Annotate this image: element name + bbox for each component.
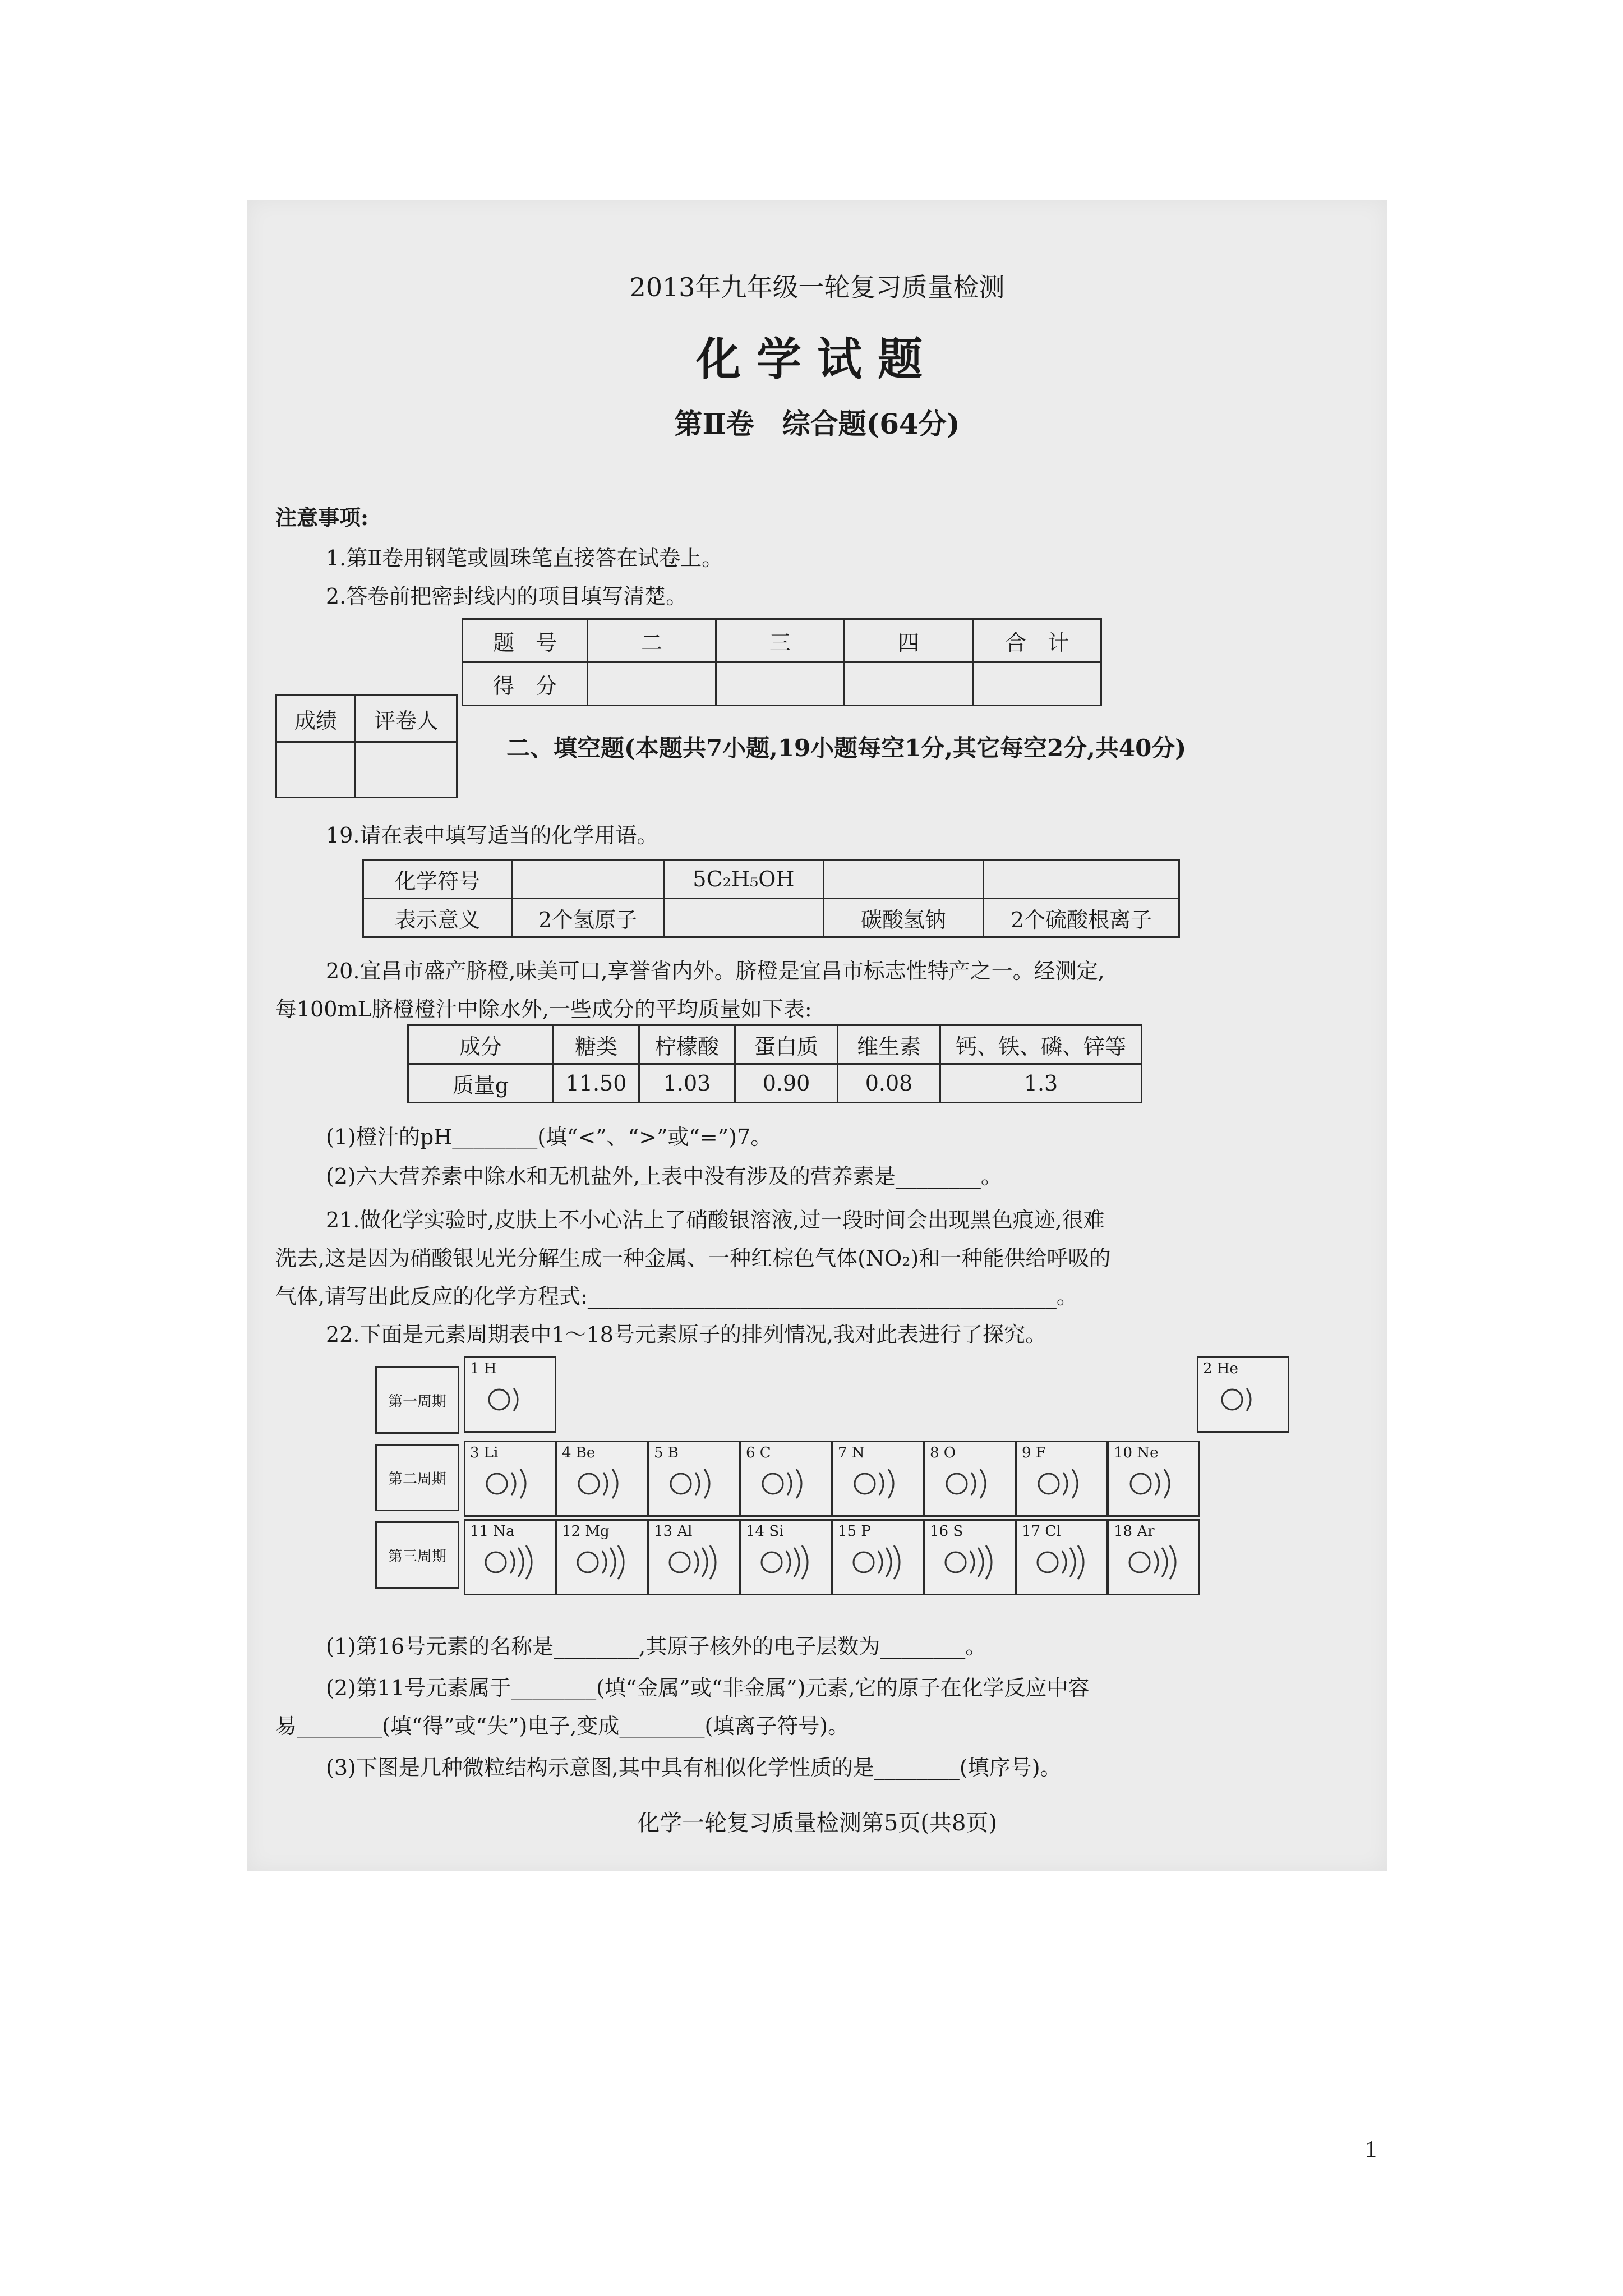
q20-header: 维生素: [838, 1025, 940, 1064]
q20-header: 成分: [408, 1025, 554, 1064]
score-header: 四: [845, 619, 973, 662]
q20-header: 糖类: [554, 1025, 639, 1064]
q19-cell: [824, 860, 984, 899]
exam-title: 化学试题: [696, 333, 938, 385]
element-symbol: 2 He: [1203, 1360, 1238, 1377]
q20-header: 钙、铁、磷、锌等: [940, 1025, 1142, 1064]
element-cell: [556, 1519, 648, 1595]
score-cell: [973, 662, 1101, 706]
question-22-sub2: (2)第11号元素属于________(填“金属”或“非金属”)元素,它的原子在化学反应中容: [326, 1676, 1090, 1700]
element-symbol: 5 B: [654, 1444, 679, 1461]
atom-structure-icon: [937, 1541, 1004, 1580]
grader-cell: [356, 742, 457, 798]
q20-table: [407, 1024, 1142, 1103]
atom-structure-icon: [845, 1462, 906, 1502]
element-symbol: 18 Ar: [1114, 1523, 1155, 1540]
atom-structure-icon: [1029, 1541, 1096, 1580]
grader-cell: [276, 742, 356, 798]
element-symbol: 17 Cl: [1022, 1523, 1061, 1540]
grader-label: 评卷人: [356, 696, 457, 742]
element-cell: [832, 1441, 924, 1517]
element-cell: [1108, 1441, 1200, 1517]
element-cell: [1016, 1519, 1108, 1595]
page-footer: 化学一轮复习质量检测第5页(共8页): [637, 1810, 998, 1836]
element-symbol: 3 Li: [470, 1444, 499, 1461]
q19-cell: 表示意义: [363, 899, 512, 937]
score-cell: [588, 662, 716, 706]
element-cell: [648, 1441, 740, 1517]
note-item: 1.第Ⅱ卷用钢笔或圆珠笔直接答在试卷上。: [326, 546, 723, 570]
grader-label: 成绩: [276, 696, 356, 742]
atom-structure-icon: [477, 1378, 538, 1418]
score-cell: [716, 662, 845, 706]
q19-cell: 5C₂H₅OH: [664, 860, 824, 899]
q19-cell: 化学符号: [363, 860, 512, 899]
atom-structure-icon: [477, 1541, 544, 1580]
score-label: 得 分: [463, 662, 588, 706]
element-symbol: 1 H: [470, 1360, 497, 1377]
q19-cell: [984, 860, 1179, 899]
question-20-line: 20.宜昌市盛产脐橙,味美可口,享誉省内外。脐橙是宜昌市标志性特产之一。经测定,: [326, 959, 1105, 983]
period-label: 第三周期: [375, 1521, 459, 1589]
element-cell: [1016, 1441, 1108, 1517]
q20-header: 蛋白质: [735, 1025, 838, 1064]
q19-cell: [512, 860, 664, 899]
q19-cell: [664, 899, 824, 937]
periodic-table: [375, 1356, 1289, 1598]
q19-cell: 2个氢原子: [512, 899, 664, 937]
q20-value: 0.90: [735, 1064, 838, 1103]
element-symbol: 11 Na: [470, 1523, 515, 1540]
atom-structure-icon: [1121, 1462, 1182, 1502]
element-symbol: 8 O: [930, 1444, 956, 1461]
question-21-line: 21.做化学实验时,皮肤上不小心沾上了硝酸银溶液,过一段时间会出现黑色痕迹,很难: [326, 1208, 1105, 1232]
section-heading: 二、填空题(本题共7小题,19小题每空1分,其它每空2分,共40分): [506, 734, 1187, 762]
question-22: 22.下面是元素周期表中1～18号元素原子的排列情况,我对此表进行了探究。: [326, 1322, 1047, 1347]
element-symbol: 14 Si: [746, 1523, 784, 1540]
page-number: 1: [1365, 2137, 1377, 2162]
atom-structure-icon: [1121, 1541, 1188, 1580]
q19-table: [362, 859, 1180, 938]
atom-structure-icon: [753, 1462, 814, 1502]
element-cell: [1197, 1356, 1289, 1433]
period-label: 第二周期: [375, 1444, 459, 1511]
element-symbol: 9 F: [1022, 1444, 1046, 1461]
element-symbol: 4 Be: [562, 1444, 596, 1461]
question-22-sub2: 易________(填“得”或“失”)电子,变成________(填离子符号)。: [275, 1714, 850, 1738]
element-symbol: 7 N: [838, 1444, 865, 1461]
q19-cell: 2个硫酸根离子: [984, 899, 1179, 937]
atom-structure-icon: [661, 1462, 722, 1502]
element-cell: [924, 1441, 1016, 1517]
element-symbol: 12 Mg: [562, 1523, 610, 1540]
question-22-sub3: (3)下图是几种微粒结构示意图,其中具有相似化学性质的是________(填序号)。: [326, 1755, 1062, 1780]
atom-structure-icon: [569, 1541, 636, 1580]
element-symbol: 15 P: [838, 1523, 871, 1540]
question-21-line: 气体,请写出此反应的化学方程式:____________________________________________。: [275, 1284, 1078, 1309]
q20-value: 0.08: [838, 1064, 940, 1103]
q20-value: 1.03: [639, 1064, 735, 1103]
element-symbol: 10 Ne: [1114, 1444, 1159, 1461]
note-item: 2.答卷前把密封线内的项目填写清楚。: [326, 584, 688, 609]
atom-structure-icon: [1029, 1462, 1090, 1502]
score-header: 题 号: [463, 619, 588, 662]
element-cell: [832, 1519, 924, 1595]
question-20-sub1: (1)橙汁的pH________(填“<”、“>”或“=”)7。: [326, 1125, 772, 1149]
element-cell: [740, 1519, 832, 1595]
score-cell: [845, 662, 973, 706]
atom-structure-icon: [1210, 1378, 1271, 1418]
question-21-line: 洗去,这是因为硝酸银见光分解生成一种金属、一种红棕色气体(NO₂)和一种能供给呼吸的: [275, 1246, 1111, 1271]
element-cell: [1108, 1519, 1200, 1595]
question-20-line: 每100mL脐橙橙汁中除水外,一些成分的平均质量如下表:: [275, 997, 812, 1022]
element-cell: [464, 1356, 556, 1433]
period-label: 第一周期: [375, 1366, 459, 1434]
question-20-sub2: (2)六大营养素中除水和无机盐外,上表中没有涉及的营养素是________。: [326, 1164, 1002, 1189]
question-22-sub1: (1)第16号元素的名称是________,其原子核外的电子层数为________。: [326, 1634, 987, 1659]
question-19: 19.请在表中填写适当的化学用语。: [326, 823, 658, 848]
q20-value: 1.3: [940, 1064, 1142, 1103]
q20-value: 11.50: [554, 1064, 639, 1103]
atom-structure-icon: [753, 1541, 820, 1580]
atom-structure-icon: [569, 1462, 630, 1502]
element-symbol: 16 S: [930, 1523, 963, 1540]
atom-structure-icon: [477, 1462, 538, 1502]
part-heading: 第Ⅱ卷 综合题(64分): [674, 407, 960, 440]
notes-heading: 注意事项:: [275, 505, 369, 530]
atom-structure-icon: [845, 1541, 912, 1580]
q19-cell: 碳酸氢钠: [824, 899, 984, 937]
element-cell: [556, 1441, 648, 1517]
element-cell: [464, 1519, 556, 1595]
score-header: 二: [588, 619, 716, 662]
element-cell: [648, 1519, 740, 1595]
element-symbol: 13 Al: [654, 1523, 693, 1540]
score-table: [462, 618, 1102, 706]
q20-value: 质量g: [408, 1064, 554, 1103]
element-cell: [740, 1441, 832, 1517]
grader-box: [275, 694, 458, 798]
element-cell: [924, 1519, 1016, 1595]
q20-header: 柠檬酸: [639, 1025, 735, 1064]
score-header: 三: [716, 619, 845, 662]
scanned-exam-page: [247, 200, 1387, 1871]
atom-structure-icon: [661, 1541, 728, 1580]
element-cell: [464, 1441, 556, 1517]
exam-subtitle: 2013年九年级一轮复习质量检测: [629, 272, 1005, 302]
element-symbol: 6 C: [746, 1444, 771, 1461]
score-header: 合 计: [973, 619, 1101, 662]
atom-structure-icon: [937, 1462, 998, 1502]
